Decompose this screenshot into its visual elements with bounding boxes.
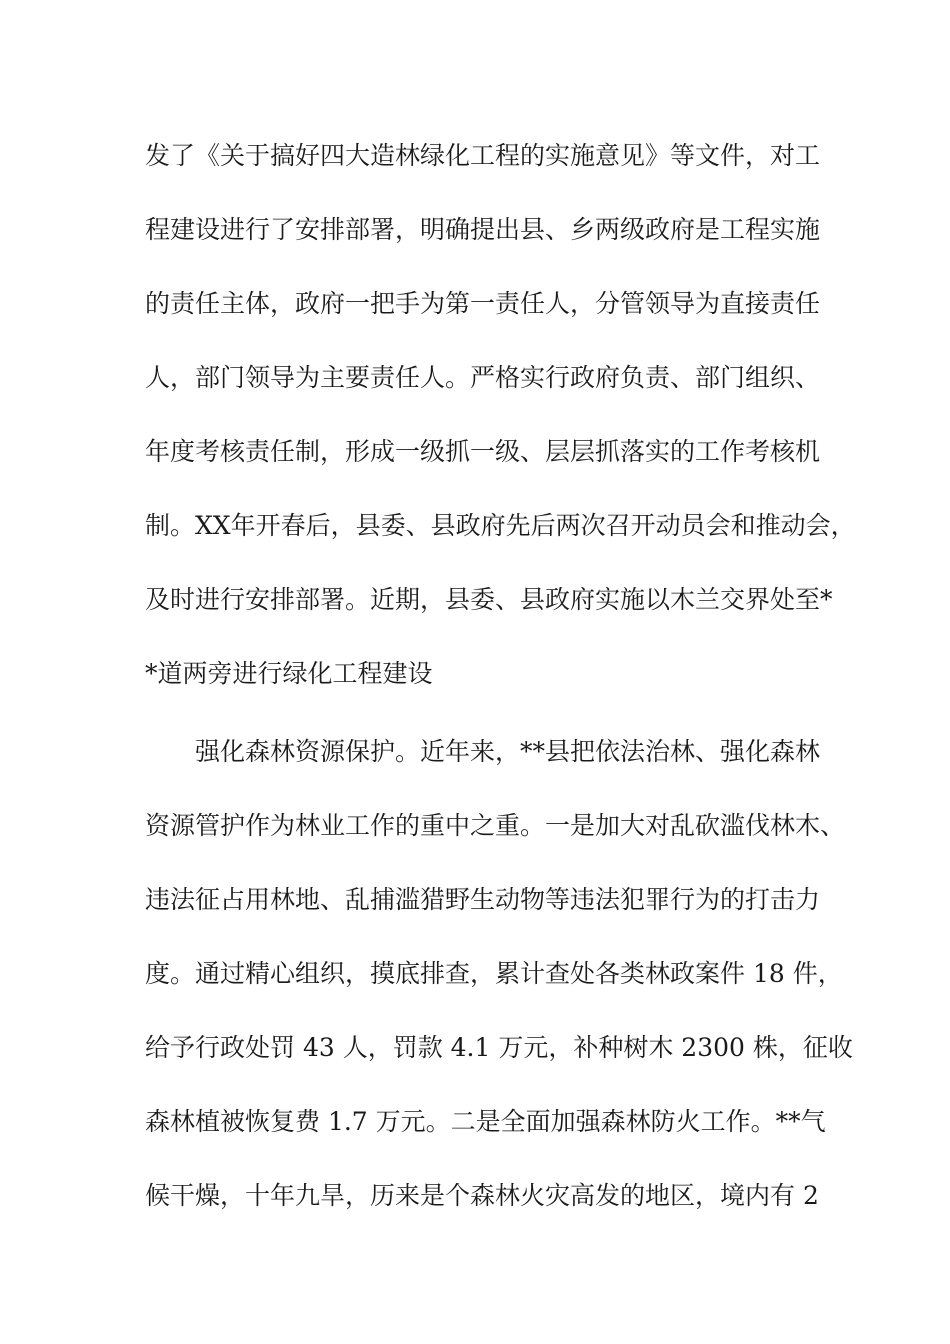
paragraph-2-line-5: 给予行政处罚 43 人，罚款 4.1 万元，补种树木 2300 株，征收 [145, 1033, 853, 1062]
paragraph-1-line-2: 程建设进行了安排部署，明确提出县、乡两级政府是工程实施 [145, 215, 821, 244]
paragraph-2-line-2: 资源管护作为林业工作的重中之重。一是加大对乱砍滥伐林木、 [145, 811, 846, 840]
paragraph-1-line-3: 的责任主体，政府一把手为第一责任人，分管领导为直接责任 [145, 289, 821, 318]
paragraph-2-line-3: 违法征占用林地、乱捕滥猎野生动物等违法犯罪行为的打击力 [145, 885, 821, 914]
paragraph-2-line-1: 强化森林资源保护。近年来，**县把依法治林、强化森林 [195, 737, 821, 766]
paragraph-2-line-4: 度。通过精心组织，摸底排查，累计查处各类林政案件 18 件， [145, 959, 843, 988]
paragraph-1-line-7: 及时进行安排部署。近期，县委、县政府实施以木兰交界处至* [145, 585, 833, 614]
paragraph-1-line-5: 年度考核责任制，形成一级抓一级、层层抓落实的工作考核机 [145, 437, 821, 466]
paragraph-2-line-6: 森林植被恢复费 1.7 万元。二是全面加强森林防火工作。**气 [145, 1107, 826, 1136]
paragraph-2-line-7: 候干燥，十年九旱，历来是个森林火灾高发的地区，境内有 2 [145, 1181, 819, 1210]
paragraph-1-line-4: 人，部门领导为主要责任人。严格实行政府负责、部门组织、 [145, 363, 821, 392]
paragraph-1-line-1: 发了《关于搞好四大造林绿化工程的实施意见》等文件，对工 [145, 141, 821, 170]
paragraph-1-line-6: 制。XX年开春后，县委、县政府先后两次召开动员会和推动会， [145, 511, 856, 540]
paragraph-1-line-8: *道两旁进行绿化工程建设 [145, 659, 433, 688]
